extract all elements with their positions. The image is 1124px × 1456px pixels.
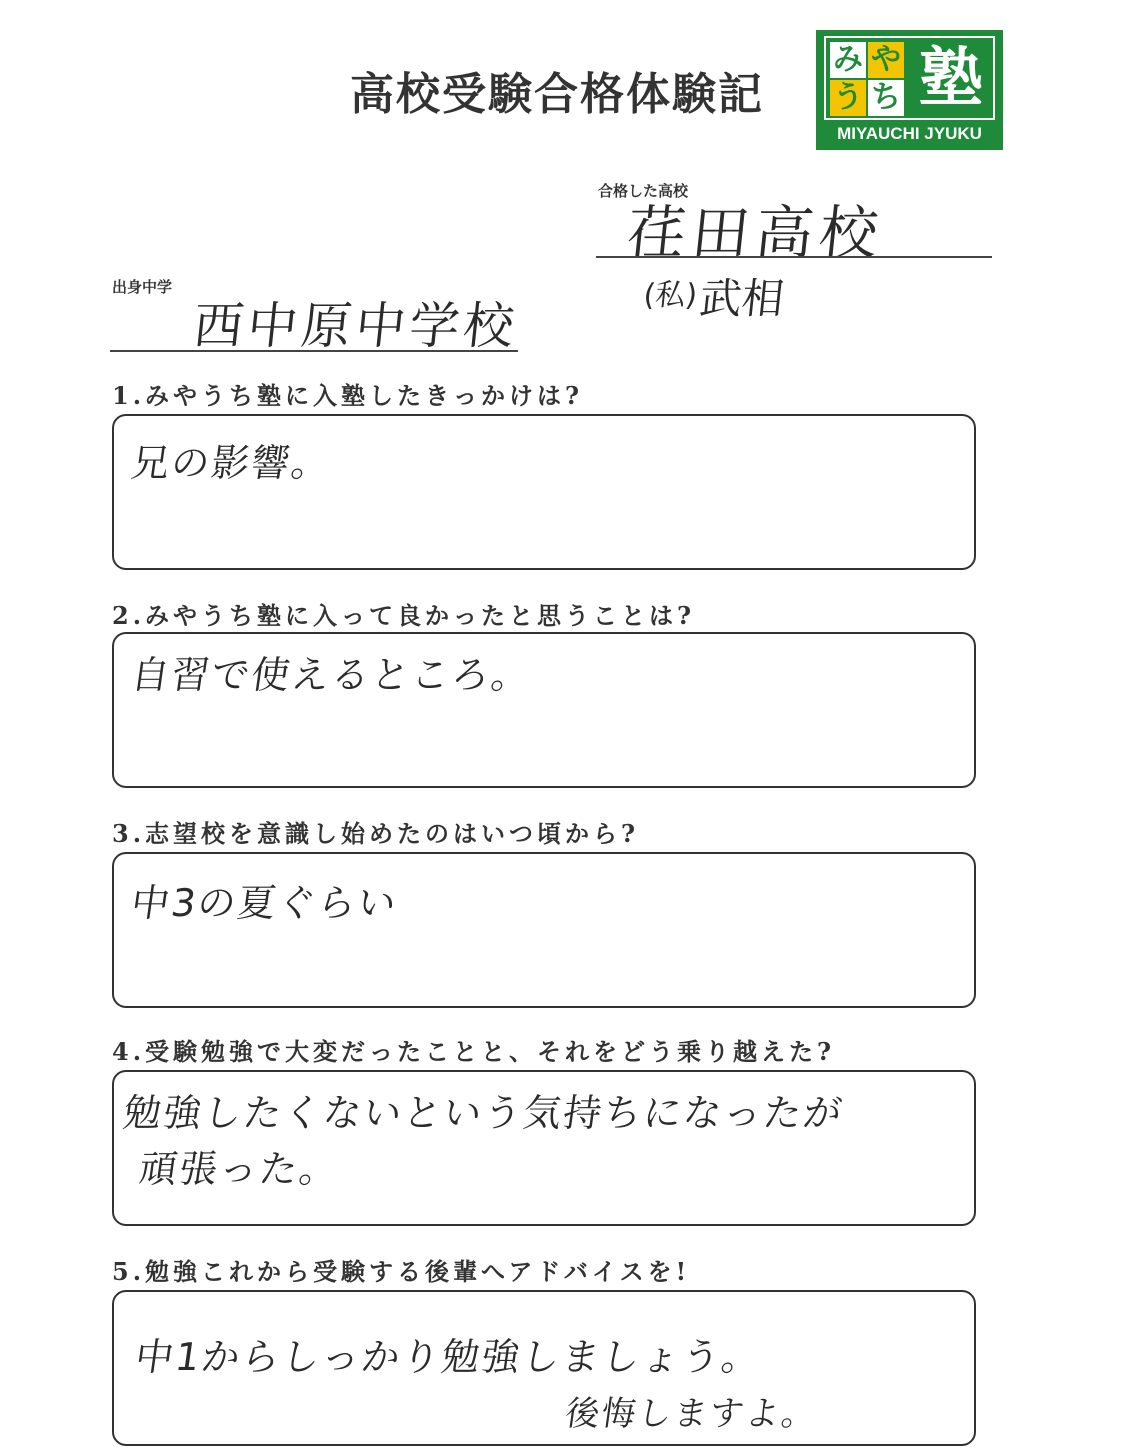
- answer-3-line-1: 中3の夏ぐらい: [128, 881, 401, 925]
- question-5-label: 5.勉強これから受験する後輩へアドバイスを!: [112, 1257, 691, 1286]
- logo-kana-mi: み: [830, 42, 866, 78]
- question-3-label: 3.志望校を意識し始めたのはいつ頃から?: [112, 819, 640, 848]
- answer-5-line-1: 中1からしっかり勉強しましょう。: [132, 1335, 765, 1379]
- logo-juku-kanji: 塾: [919, 42, 983, 116]
- answer-2-line-1: 自習で使えるところ。: [128, 653, 535, 697]
- question-4-label: 4.受験勉強で大変だったことと、それをどう乗り越えた?: [112, 1037, 836, 1066]
- passed-school-underline: [596, 256, 992, 258]
- logo-kana-u: う: [830, 80, 866, 116]
- passed-school-course: 武相: [697, 274, 787, 323]
- page-title: 高校受験合格体験記: [350, 69, 764, 120]
- middle-school-label: 出身中学: [112, 278, 173, 296]
- answer-1-line-1: 兄の影響。: [128, 441, 335, 485]
- answer-5-line-2: 後悔しますよ。: [562, 1394, 821, 1434]
- question-2-label: 2.みやうち塾に入って良かったと思うことは?: [112, 601, 696, 630]
- question-1-label: 1.みやうち塾に入塾したきっかけは?: [112, 381, 584, 410]
- passed-school-prefix: (私): [641, 278, 699, 313]
- answer-box-2: [112, 632, 976, 788]
- logo-brand-text: MIYAUCHI JYUKU: [837, 124, 982, 143]
- answer-box-4: [112, 1070, 976, 1226]
- miyauchi-logo: [816, 30, 1003, 150]
- answer-4-line-1: 勉強したくないという気持ちになったが: [120, 1091, 847, 1135]
- passed-school-label: 合格した高校: [598, 182, 689, 200]
- answer-box-1: [112, 414, 976, 570]
- middle-school-underline: [110, 350, 518, 352]
- logo-kana-ya: や: [868, 42, 904, 78]
- middle-school-name: 西中原中学校: [190, 297, 521, 355]
- passed-school-name: 荏田高校: [623, 199, 888, 267]
- answer-box-5: [112, 1290, 976, 1446]
- logo-kana-chi: ち: [868, 80, 904, 116]
- answer-box-3: [112, 852, 976, 1008]
- answer-4-line-2: 頑張った。: [136, 1147, 343, 1191]
